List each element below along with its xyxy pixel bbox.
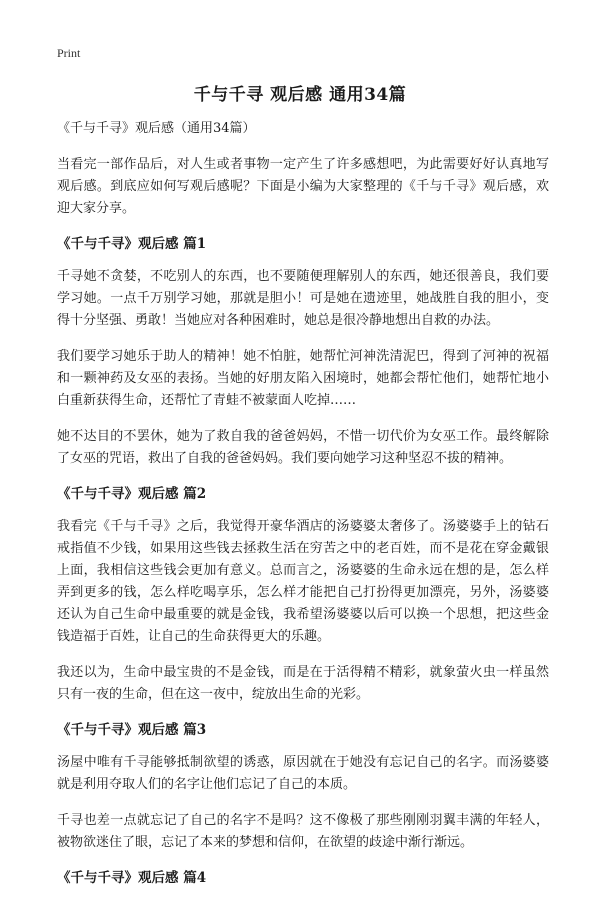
section-paragraph: 千寻也差一点就忘记了自己的名字不是吗？这不像极了那些刚刚羽翼丰满的年轻人，被物欲迷住了眼，忘记了本来的梦想和信仰，在欲望的歧途中渐行渐远。 xyxy=(57,813,549,850)
section-paragraph: 我还以为，生命中最宝贵的不是金钱，而是在于活得精不精彩，就象萤火虫一样虽然只有一夜的生命，但在这一夜中，绽放出生命的光彩。 xyxy=(57,665,549,702)
print-label[interactable]: Print xyxy=(57,46,81,60)
section-heading: 《千与千寻》观后感 篇2 xyxy=(57,486,207,502)
page-title: 千与千寻 观后感 通用34篇 xyxy=(193,85,407,105)
section-paragraph: 我看完《千与千寻》之后，我觉得开豪华酒店的汤婆婆太奢侈了。汤婆婆手上的钻石戒指值不少钱，如果用这些钱去拯救生活在穷苦之中的老百姓，而不是花在穿金戴银上面，我相信这些钱会更加有意义。总而言之，汤婆婆的生命永远在想的是，怎么样弄到更多的钱，怎么样吃喝享乐，怎么样才能把自己打扮得更加漂亮，另外，汤婆婆还认为自己生命中最重要的就是金钱，我希望汤婆婆以后可以换一个思想，把这些金钱造福于百姓，让自己的生命获得更大的乐趣。 xyxy=(57,519,549,644)
article-body xyxy=(57,118,549,900)
article-subtitle: 《千与千寻》观后感（通用34篇） xyxy=(57,121,256,136)
section-2 xyxy=(57,484,549,706)
section-4 xyxy=(57,868,549,888)
section-heading: 《千与千寻》观后感 篇3 xyxy=(57,722,207,738)
section-heading: 《千与千寻》观后感 篇1 xyxy=(57,236,207,252)
section-paragraph: 她不达目的不罢休，她为了救自我的爸爸妈妈，不惜一切代价为女巫工作。最终解除了女巫的咒语，救出了自我的爸爸妈妈。我们要向她学习这种坚忍不拔的精神。 xyxy=(57,429,549,466)
section-3 xyxy=(57,720,549,854)
section-1 xyxy=(57,234,549,470)
section-paragraph: 我们要学习她乐于助人的精神！她不怕脏，她帮忙河神洗清泥巴，得到了河神的祝福和一颗神药及女巫的表扬。当她的好朋友陷入困境时，她都会帮忙他们，她帮忙地小白重新获得生命，还帮忙了青蛙不被蒙面人吃掉…… xyxy=(57,349,549,408)
intro-paragraph: 当看完一部作品后，对人生或者事物一定产生了许多感想吧，为此需要好好认真地写观后感。到底应如何写观后感呢？下面是小编为大家整理的《千与千寻》观后感，欢迎大家分享。 xyxy=(57,157,549,216)
section-paragraph: 汤屋中唯有千寻能够抵制欲望的诱惑，原因就在于她没有忘记自己的名字。而汤婆婆就是利用夺取人们的名字让他们忘记了自己的本质。 xyxy=(57,755,549,792)
section-paragraph: 千寻她不贪婪，不吃别人的东西，也不要随便理解别人的东西，她还很善良，我们要学习她。一点千万别学习她，那就是胆小！可是她在遗迹里，她战胜自我的胆小，变得十分坚强、勇敢！当她应对各种困难时，她总是很冷静地想出自救的办法。 xyxy=(57,269,549,328)
section-heading: 《千与千寻》观后感 篇4 xyxy=(57,870,207,886)
